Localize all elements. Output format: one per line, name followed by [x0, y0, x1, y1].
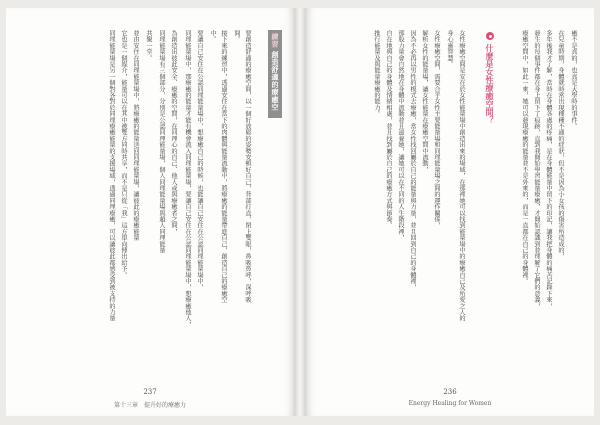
body-column: 療癒空間中，如此一來，她可以發現療癒的能量並不是外來的，而是一直都在自己的身體裡。 — [521, 30, 528, 285]
body-column: 女性療癒空間是安在於女性能量場中創造出來的場域，在那裡她可以找到能量場中的療癒自己及所愛之人的 — [458, 30, 465, 322]
body-column: 同理能量場有三個部分，分別是公認同理能量場，個人同理能量場與超人同理能量 — [158, 30, 165, 254]
running-head: Energy Healing for Women — [408, 400, 492, 407]
body-column: 癒不是真的，也真是大學時的事件。 — [570, 30, 577, 130]
running-head: 第十三章 提升好的療癒力 — [113, 402, 186, 409]
body-column: 為創造出彼此安全、療癒的空間，在同理心的自己、他人或與療癒者之間， — [170, 30, 177, 235]
body-column: 女性療癒空間，需要合乎女性主要能量場和同理能量場之間的運作關係， — [433, 30, 440, 229]
body-column: 同理能量場是另一個對各對於同理療癒能量的支援場域，透過同理療癒，可以讓彼此都感受到被支持的力量 — [108, 30, 115, 322]
body-column: 因為不必再以男性的模式去療癒，當女性找回屬於自己的能量與力量，並且回到自己的身體裡， — [409, 30, 416, 291]
section-bullet-icon — [486, 32, 494, 40]
body-column: 間。 — [233, 30, 240, 43]
exercise-tag: 練習 — [271, 33, 280, 48]
left-page — [6, 8, 294, 416]
book-gutter — [294, 8, 306, 416]
body-column: 推行能量及與能量療癒的能力。 — [373, 30, 380, 117]
body-column: 中。 — [209, 30, 216, 43]
body-column: 接下來的練習中，透過安住在當下的肉體與能量流動中，將療癒的能量帶進自己，創造自己的療癒空 — [220, 30, 227, 303]
body-column: 它也是一個媒介，能量可以在其中被雙方同時共享，而不是只從「我」這方單向傳出給予。 — [120, 30, 127, 278]
right-page — [306, 8, 594, 416]
body-column: 在兒童時期，身體就時常出現種種不適的症狀，但不是因為小女孩的傷害所造成的， — [557, 30, 564, 260]
body-column: 解析女性的能量場，讓女性能量在療癒空間中流動， — [421, 30, 428, 173]
page-number: 237 — [143, 388, 157, 396]
section-heading: 什麼是女性療癒空間？ — [485, 44, 495, 124]
body-column: 發生的每個事件都在身上留下了痕跡，直到我開始學習能量療癒，才開始認識到並理解了它們的意義， — [533, 30, 540, 309]
body-column: 身心靈智慧。 — [446, 30, 453, 68]
body-column: 多年後我才了解，當時在身體各處的疼痛，是在身體能量中留下的印記，讓我把身體的痛苦記錄下來， — [545, 30, 552, 309]
body-column: 要讓自己安住在公認同理能量場中，想療癒自己的時候，也能讓自己安住在公認同理能量場中， — [196, 30, 203, 291]
body-column: 同理能量場中，那療癒的能量才能有機會流入同理能量場，要讓自己安住在公認同理能量場中，想療癒他人， — [184, 30, 191, 328]
body-column: 共聚一堂。 — [145, 30, 152, 61]
exercise-heading — [257, 30, 282, 118]
page-number: 236 — [443, 388, 457, 396]
body-column: 要創造舒適的療癒空間，以一個好放鬆的姿勢安頓好自己，背部打直，閉上雙眼，鼻吸鼻呼，深呼吸 — [244, 30, 251, 303]
body-column: 並由安住在同理能量場中，將療癒的能量送回同理能量場，讓彼此的療癒能量 — [132, 30, 139, 241]
body-column: 那股力量會自然地在身體中流動並且滋養她，讓她可以在不同的人生階段裡， — [397, 30, 404, 241]
exercise-title: 創造舒適的療癒空間 — [257, 33, 280, 111]
body-column: 自在地與自己的身體及情緒相處，並且找到屬於自己的療癒方式與節奏。 — [385, 30, 392, 229]
